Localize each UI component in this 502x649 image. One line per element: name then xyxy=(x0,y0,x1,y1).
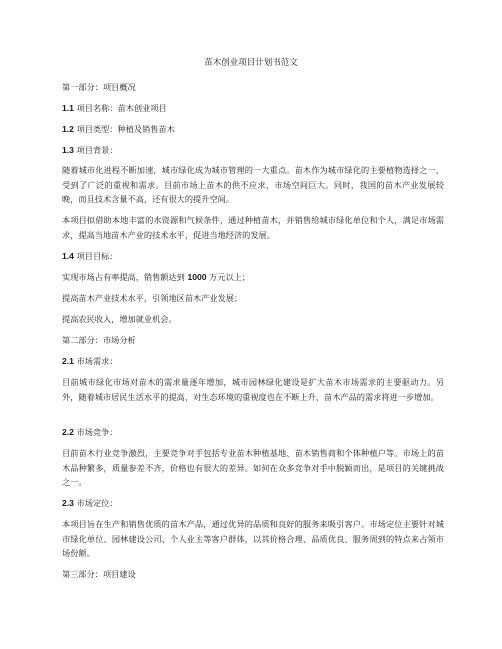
section-number: 1.1 xyxy=(62,103,74,113)
document-title: 苗木创业项目计划书范文 xyxy=(204,58,298,68)
section-text: 项目背景： xyxy=(76,145,118,155)
section-1-1 xyxy=(62,101,444,115)
part3-heading: 第三部分：项目建设 xyxy=(62,569,136,579)
part2-heading: 第二部分：市场分析 xyxy=(62,335,136,345)
demand-paragraph: 目前城市绿化市场对苗木的需求量逐年增加，城市园林绿化建设是扩大苗木市场需求的主要驱动力。另外，随着城市居民生活水平的提高，对生态环境的重视度也在不断上升，苗木产品的需求将进一步增加。 xyxy=(62,377,444,402)
goal-item-2: 提高苗木产业技术水平，引领地区苗木产业发展； xyxy=(62,293,243,303)
section-number: 1.3 xyxy=(62,145,74,155)
section-2-1 xyxy=(62,354,444,368)
section-2-2 xyxy=(62,425,444,439)
section-2-3 xyxy=(62,496,444,510)
background-paragraph-1: 随着城市化进程不断加速，城市绿化成为城市管理的一大重点。苗木作为城市绿化的主要植物选择之一，受到了广泛的重视和需求。目前市场上苗木的供不应求，市场空间巨大。同时，我国的苗木产业发展较晚，而且技术含量不高，还有很大的提升空间。 xyxy=(62,165,444,205)
section-number: 1.2 xyxy=(62,124,74,134)
background-paragraph-2: 本项目拟借助本地丰富的水资源和气候条件，通过种植苗木，并销售给城市绿化单位和个人，满足市场需求，提高当地苗木产业的技术水平，促进当地经济的发展。 xyxy=(62,215,444,240)
goal-item-1 xyxy=(62,270,444,284)
part1-heading: 第一部分：项目概况 xyxy=(62,82,136,92)
goal-text-pre: 实现市场占有率提高，销售额达到 xyxy=(62,272,185,282)
section-number: 2.3 xyxy=(62,498,74,508)
section-text: 市场定位： xyxy=(76,498,118,508)
section-text: 项目名称：苗木创业项目 xyxy=(76,103,167,113)
section-1-2 xyxy=(62,122,444,136)
section-number: 2.2 xyxy=(62,427,74,437)
section-number: 2.1 xyxy=(62,356,74,366)
section-text: 项目目标： xyxy=(76,251,118,261)
section-number: 1.4 xyxy=(62,251,74,261)
positioning-paragraph: 本项目旨在生产和销售优质的苗木产品，通过优异的品质和良好的服务来吸引客户。市场定位主要针对城市绿化单位、园林建设公司、个人业主等客户群体，以其价格合理、品质优良、服务周到的特点来占领市场份额。 xyxy=(62,519,444,559)
goal-number: 1000 xyxy=(187,272,207,282)
goal-item-3: 提高农民收入，增加就业机会。 xyxy=(62,314,177,324)
section-text: 市场需求： xyxy=(76,356,118,366)
goal-text-post: 万元以上； xyxy=(209,272,251,282)
section-text: 项目类型：种植及销售苗木 xyxy=(76,124,175,134)
section-1-4 xyxy=(62,249,444,263)
section-1-3 xyxy=(62,143,444,157)
section-text: 市场竞争： xyxy=(76,427,118,437)
competition-paragraph: 目前苗木行业竞争激烈，主要竞争对手包括专业苗木种植基地、苗木销售商和个体种植户等。市场上的苗木品种繁多，质量参差不齐，价格也有很大的差异。如何在众多竞争对手中脱颖而出，是项目的关键挑战之一。 xyxy=(62,448,444,488)
